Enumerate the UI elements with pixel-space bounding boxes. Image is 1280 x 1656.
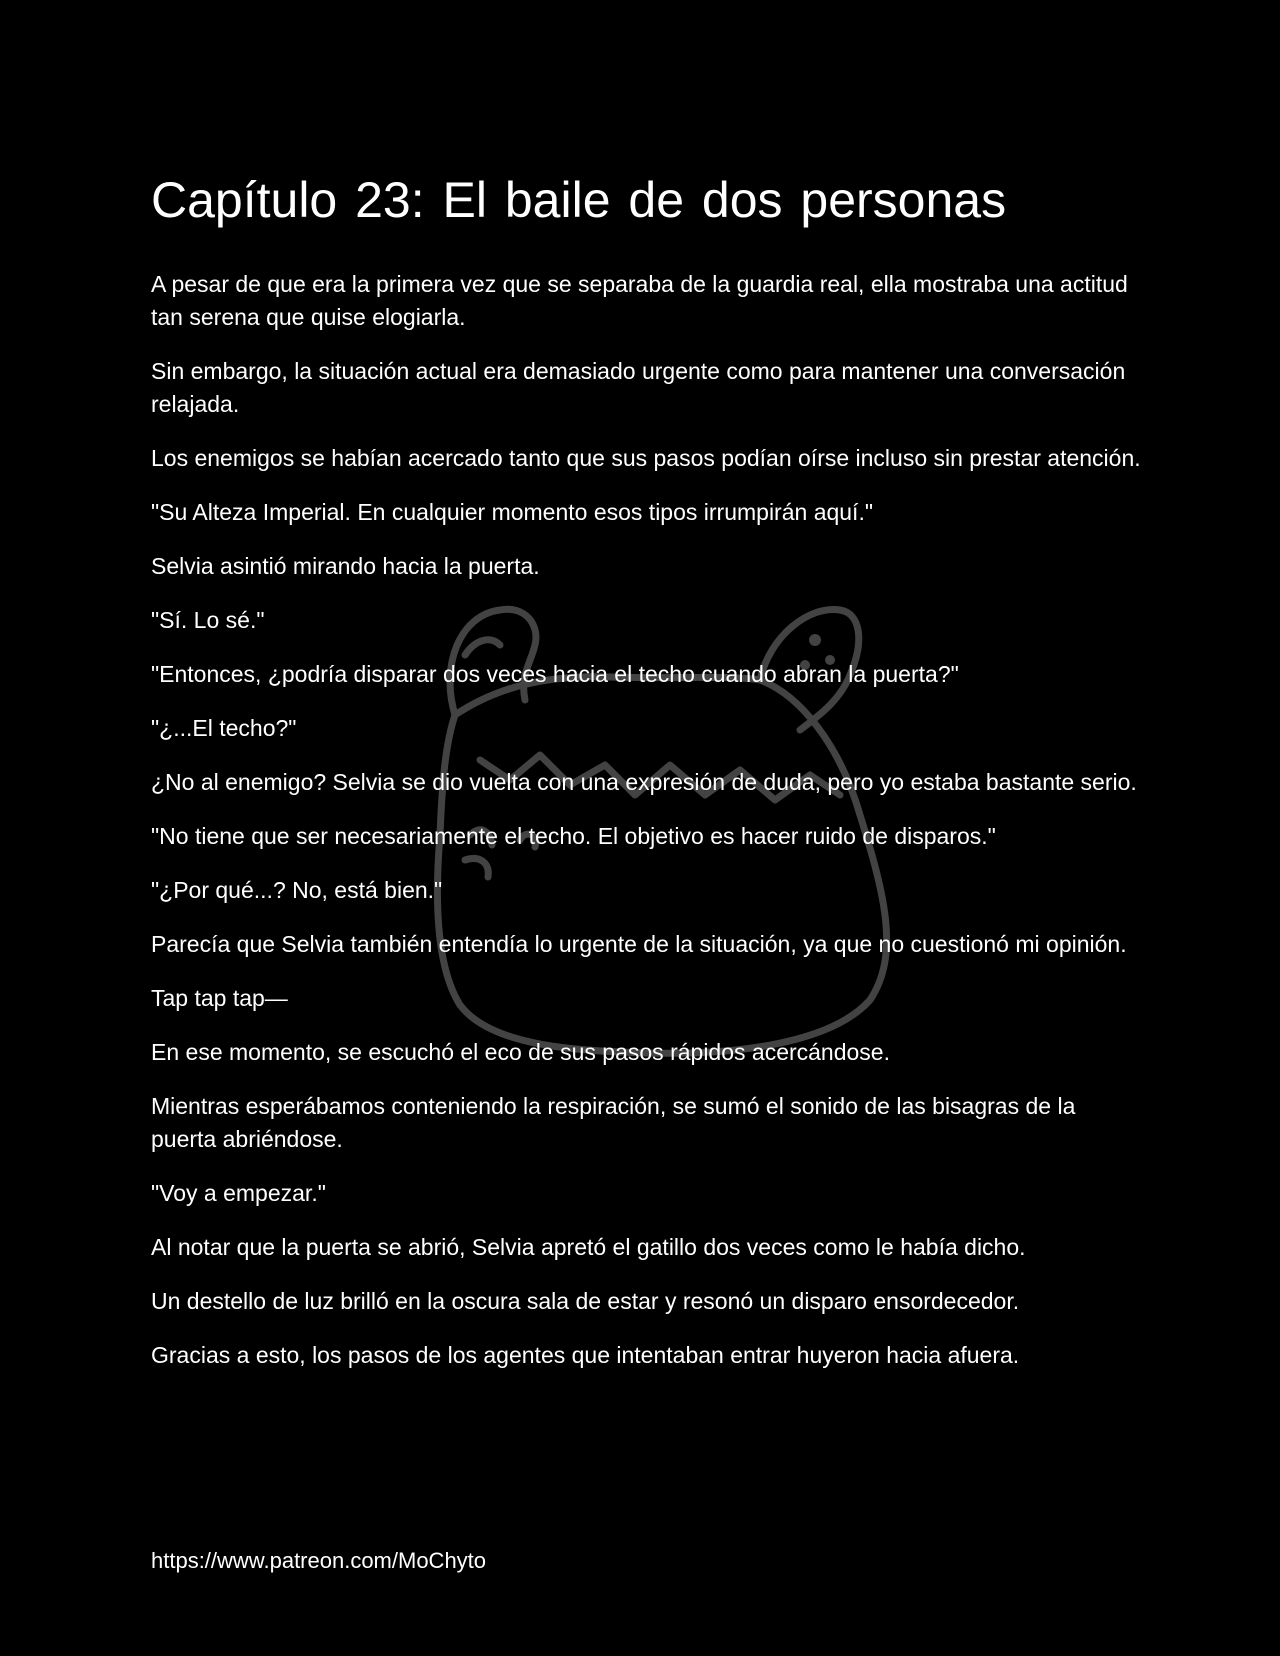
chapter-title: Capítulo 23: El baile de dos personas — [151, 172, 1007, 228]
paragraph: "Voy a empezar." — [151, 1180, 326, 1206]
paragraph: Selvia asintió mirando hacia la puerta. — [151, 553, 540, 579]
paragraph: ¿No al enemigo? Selvia se dio vuelta con una expresión de duda, pero yo estaba bastante serio. — [151, 769, 1137, 795]
paragraph: "Su Alteza Imperial. En cualquier momento esos tipos irrumpirán aquí." — [151, 499, 874, 525]
patreon-link[interactable]: https://www.patreon.com/MoChyto — [151, 1548, 487, 1573]
paragraph: "Sí. Lo sé." — [151, 607, 265, 633]
paragraph: Parecía que Selvia también entendía lo urgente de la situación, ya que no cuestionó mi opinión. — [151, 931, 1127, 957]
paragraph: "¿Por qué...? No, está bien." — [151, 877, 443, 903]
paragraph: A pesar de que era la primera vez que se separaba de la guardia real, ella mostraba una actitud tan serena que quise elogiarla. — [151, 271, 1128, 330]
paragraph: Sin embargo, la situación actual era demasiado urgente como para mantener una conversación relajada. — [151, 358, 1126, 417]
paragraph: "¿...El techo?" — [151, 715, 297, 741]
paragraph: Mientras esperábamos conteniendo la respiración, se sumó el sonido de las bisagras de la puerta abriéndose. — [151, 1093, 1076, 1152]
paragraph: En ese momento, se escuchó el eco de sus pasos rápidos acercándose. — [151, 1039, 890, 1065]
paragraph: Gracias a esto, los pasos de los agentes que intentaban entrar huyeron hacia afuera. — [151, 1342, 1020, 1368]
paragraph: "Entonces, ¿podría disparar dos veces hacia el techo cuando abran la puerta?" — [151, 661, 959, 687]
paragraph: Tap tap tap— — [151, 985, 288, 1011]
paragraph: Un destello de luz brilló en la oscura sala de estar y resonó un disparo ensordecedor. — [151, 1288, 1020, 1314]
paragraph: Los enemigos se habían acercado tanto que sus pasos podían oírse incluso sin prestar atención. — [151, 445, 1141, 471]
chapter-page — [151, 165, 1141, 1393]
paragraph: "No tiene que ser necesariamente el techo. El objetivo es hacer ruido de disparos." — [151, 823, 996, 849]
paragraph: Al notar que la puerta se abrió, Selvia apretó el gatillo dos veces como le había dicho. — [151, 1234, 1026, 1260]
